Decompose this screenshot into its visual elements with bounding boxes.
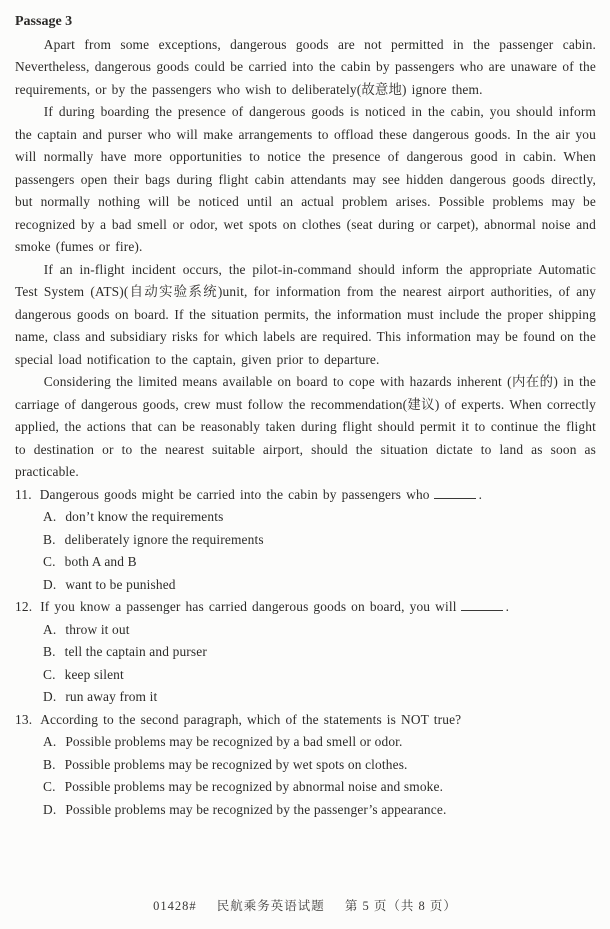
question-stem <box>15 709 596 732</box>
question-number: 11. <box>15 486 32 502</box>
question-option <box>15 619 596 642</box>
footer-exam-code: 01428# <box>153 899 197 913</box>
option-text: want to be punished <box>65 576 176 592</box>
footer-exam-title: 民航乘务英语试题 <box>216 899 325 913</box>
question-tail: . <box>505 599 510 614</box>
option-text: deliberately ignore the requirements <box>64 531 264 547</box>
option-label: A. <box>43 509 57 524</box>
question-option <box>15 506 596 529</box>
option-text: Possible problems may be recognized by abnormal noise and smoke. <box>64 779 444 794</box>
question-option <box>15 574 596 597</box>
question-option <box>15 731 596 754</box>
question-option <box>15 776 596 799</box>
question-option <box>15 641 596 664</box>
option-label: A. <box>43 621 57 637</box>
option-text: run away from it <box>65 689 158 704</box>
option-label: D. <box>43 801 57 817</box>
option-text: Possible problems may be recognized by the passenger’s appearance. <box>65 801 447 817</box>
question-number: 13. <box>15 711 33 727</box>
answer-blank <box>434 495 476 499</box>
question-number: 12. <box>15 599 33 614</box>
question-text: If you know a passenger has carried dangerous goods on board, you will <box>40 599 457 614</box>
passage-title: Passage 3 <box>15 14 73 29</box>
question-option <box>15 664 596 687</box>
question-option <box>15 754 596 777</box>
page-footer <box>0 896 610 914</box>
footer-page-number: 第 5 页（共 8 页） <box>344 899 457 913</box>
question-option <box>15 686 596 709</box>
option-label: B. <box>43 756 56 772</box>
question-stem <box>15 596 596 619</box>
option-text: Possible problems may be recognized by wet spots on clothes. <box>64 756 408 772</box>
option-text: tell the captain and purser <box>64 644 207 659</box>
question-block <box>15 484 596 597</box>
option-text: Possible problems may be recognized by a bad smell or odor. <box>65 734 403 749</box>
option-label: C. <box>43 779 56 794</box>
option-text: throw it out <box>65 621 130 637</box>
option-label: C. <box>43 554 56 569</box>
paragraph: Considering the limited means available on board to cope with hazards inherent (内在的) in the carriage of dangerous goods, crew must follow the recommendation(建议) of experts. When correctly applied, the actions that can be reasonably taken during flight should permit it to continue the flight to destination or to the nearest suitable airport, should the situation dictate to land as soon as practicable. <box>15 374 596 479</box>
option-label: C. <box>43 666 56 682</box>
option-label: D. <box>43 576 57 592</box>
paragraph: Apart from some exceptions, dangerous goods are not permitted in the passenger cabin. Nevertheless, dangerous goods could be carried into the cabin by passengers who are unaware of the requirements, or by the passengers who wish to deliberately(故意地) ignore them. <box>15 36 596 97</box>
question-block <box>15 596 596 709</box>
option-label: D. <box>43 689 57 704</box>
paragraph: If an in-flight incident occurs, the pilot-in-command should inform the appropriate Automatic Test System (ATS)(自动实验系统)unit, for information from the nearest airport authorities, of any dangerous goods on board. If the situation permits, the information must include the proper shipping name, class and subsidiary risks for which labels are required. This information may be found on the special load notification to the captain, given prior to departure. <box>15 261 596 367</box>
option-text: both A and B <box>64 554 137 569</box>
question-block <box>15 709 596 822</box>
paragraph: If during boarding the presence of dangerous goods is noticed in the cabin, you should inform the captain and purser who will make arrangements to offload these dangerous goods. In the air you will normally have more opportunities to notice the presence of dangerous good in cabin. When passengers open their bags during flight cabin attendants may see hidden dangerous goods directly, but normally nothing will be noticed until an actual problem arises. Possible problems may be recognized by a bad smell or odor, wet spots on clothes (seat during or carpet), abnormal noise and smoke (fumes or fire). <box>15 104 596 254</box>
option-label: B. <box>43 531 56 547</box>
question-tail: ? <box>455 711 462 727</box>
question-option <box>15 529 596 552</box>
question-option <box>15 799 596 822</box>
question-tail: . <box>478 486 483 502</box>
passage-body <box>15 34 596 484</box>
option-text: keep silent <box>64 666 124 682</box>
question-list <box>15 484 596 822</box>
answer-blank <box>461 607 503 611</box>
option-label: B. <box>43 644 56 659</box>
question-option <box>15 551 596 574</box>
question-stem <box>15 484 596 507</box>
question-text: According to the second paragraph, which of the statements is NOT true <box>40 711 456 727</box>
question-text: Dangerous goods might be carried into the cabin by passengers who <box>39 486 430 502</box>
option-text: don’t know the requirements <box>65 509 224 524</box>
option-label: A. <box>43 734 57 749</box>
